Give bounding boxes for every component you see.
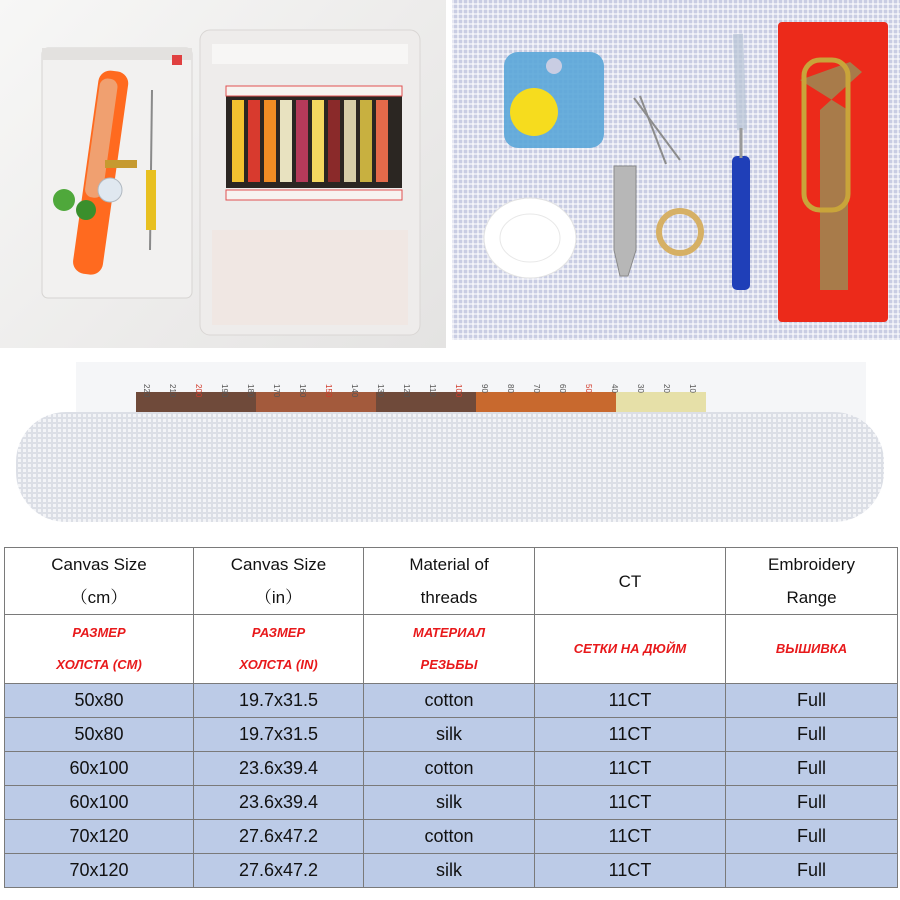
table-row <box>5 786 898 820</box>
pompom-icon <box>510 88 558 136</box>
cell-size-cm: 70x120 <box>5 854 194 888</box>
ruler-label: 40 <box>610 384 619 393</box>
cell-size-in: 23.6x39.4 <box>194 786 364 820</box>
header-label-line2: Range <box>786 588 837 607</box>
table-row <box>5 684 898 718</box>
header-label: Canvas Size <box>230 555 327 574</box>
header-ru-line1: МАТЕРИАЛ <box>412 625 485 640</box>
cell-material: silk <box>364 718 535 752</box>
threader-icon <box>614 166 636 276</box>
cell-size-cm: 50x80 <box>5 718 194 752</box>
ruler-label: 170 <box>272 384 281 398</box>
header-ru-canvas-size-cm <box>5 615 194 684</box>
ruler-label: 220 <box>142 384 151 398</box>
header-unit: （in） <box>254 588 303 607</box>
ruler-label: 100 <box>454 384 463 398</box>
cell-ct: 11CT <box>535 718 726 752</box>
ruler-label: 210 <box>168 384 177 398</box>
ruler-label: 200 <box>194 384 203 398</box>
ruler-label: 130 <box>376 384 385 398</box>
thimble-icon <box>659 211 701 253</box>
header-row-russian <box>5 615 898 684</box>
cell-material: cotton <box>364 752 535 786</box>
canvas-roll-illustration <box>16 352 884 532</box>
cell-size-cm: 50x80 <box>5 684 194 718</box>
table-row <box>5 752 898 786</box>
cell-size-cm: 60x100 <box>5 786 194 820</box>
header-ru-canvas-size-in <box>194 615 364 684</box>
ruler-label: 50 <box>584 384 593 393</box>
cell-size-in: 23.6x39.4 <box>194 752 364 786</box>
seam-ripper-icon <box>732 34 750 290</box>
ruler-label: 160 <box>298 384 307 398</box>
table-row <box>5 718 898 752</box>
tools-bag <box>42 48 192 298</box>
ruler-label: 140 <box>350 384 359 398</box>
cell-size-in: 19.7x31.5 <box>194 684 364 718</box>
header-ru-line2: РЕЗЬБЫ <box>420 657 478 672</box>
ruler-label: 10 <box>688 384 697 393</box>
header-embroidery-range <box>726 548 898 615</box>
cell-ct: 11CT <box>535 820 726 854</box>
kit-package-illustration <box>0 0 446 348</box>
header-label: Canvas Size <box>51 555 147 574</box>
ruler-label: 70 <box>532 384 541 393</box>
header-row-english <box>5 548 898 615</box>
kit-package-photo <box>0 0 446 348</box>
header-label: CT <box>618 571 642 591</box>
ruler-label: 150 <box>324 384 333 398</box>
ruler-label: 60 <box>558 384 567 393</box>
cell-range: Full <box>726 820 898 854</box>
tools-photo <box>452 0 900 340</box>
tools-illustration <box>452 0 900 340</box>
table-row <box>5 820 898 854</box>
cell-range: Full <box>726 854 898 888</box>
cell-ct: 11CT <box>535 684 726 718</box>
header-ru-line1: ВЫШИВКА <box>775 641 848 656</box>
cell-size-cm: 70x120 <box>5 820 194 854</box>
cell-size-in: 19.7x31.5 <box>194 718 364 752</box>
header-ct <box>535 548 726 615</box>
cell-range: Full <box>726 684 898 718</box>
header-ru-line1: СЕТКИ НА ДЮЙМ <box>573 641 687 656</box>
cell-ct: 11CT <box>535 752 726 786</box>
cell-range: Full <box>726 752 898 786</box>
cell-material: silk <box>364 786 535 820</box>
canvas-roll-photo <box>16 352 884 532</box>
cell-size-in: 27.6x47.2 <box>194 854 364 888</box>
header-label: Material of <box>409 555 489 574</box>
header-ru-line2: ХОЛСТА (IN) <box>239 657 318 672</box>
ruler-label: 190 <box>220 384 229 398</box>
cell-range: Full <box>726 786 898 820</box>
ruler-label: 90 <box>480 384 489 393</box>
header-ru-line1: РАЗМЕР <box>251 625 306 640</box>
cell-size-in: 27.6x47.2 <box>194 820 364 854</box>
cell-material: cotton <box>364 684 535 718</box>
needles-icon <box>634 96 680 164</box>
cell-size-cm: 60x100 <box>5 752 194 786</box>
header-label-line2: threads <box>420 588 478 607</box>
ruler-label: 80 <box>506 384 515 393</box>
header-canvas-size-cm <box>5 548 194 615</box>
header-ru-line1: РАЗМЕР <box>72 625 126 640</box>
cell-material: silk <box>364 854 535 888</box>
header-ru-line2: ХОЛСТА (СМ) <box>56 657 142 672</box>
cell-range: Full <box>726 718 898 752</box>
header-material <box>364 548 535 615</box>
ruler-label: 110 <box>428 384 437 397</box>
cell-material: cotton <box>364 820 535 854</box>
ruler-label: 20 <box>662 384 671 393</box>
header-ru-embroidery <box>726 615 898 684</box>
header-canvas-size-in <box>194 548 364 615</box>
scissors-icon <box>778 22 888 322</box>
cell-ct: 11CT <box>535 786 726 820</box>
canvas-spec-table <box>4 547 898 888</box>
header-ru-ct <box>535 615 726 684</box>
ruler-label: 120 <box>402 384 411 398</box>
header-label: Embroidery <box>768 555 855 574</box>
wax-icon <box>484 198 576 278</box>
table-row <box>5 854 898 888</box>
ruler-label: 30 <box>636 384 645 393</box>
header-unit: （cm） <box>70 588 128 607</box>
thread-bag <box>200 30 420 335</box>
ruler-label: 180 <box>246 384 255 398</box>
cell-ct: 11CT <box>535 854 726 888</box>
header-ru-material <box>364 615 535 684</box>
